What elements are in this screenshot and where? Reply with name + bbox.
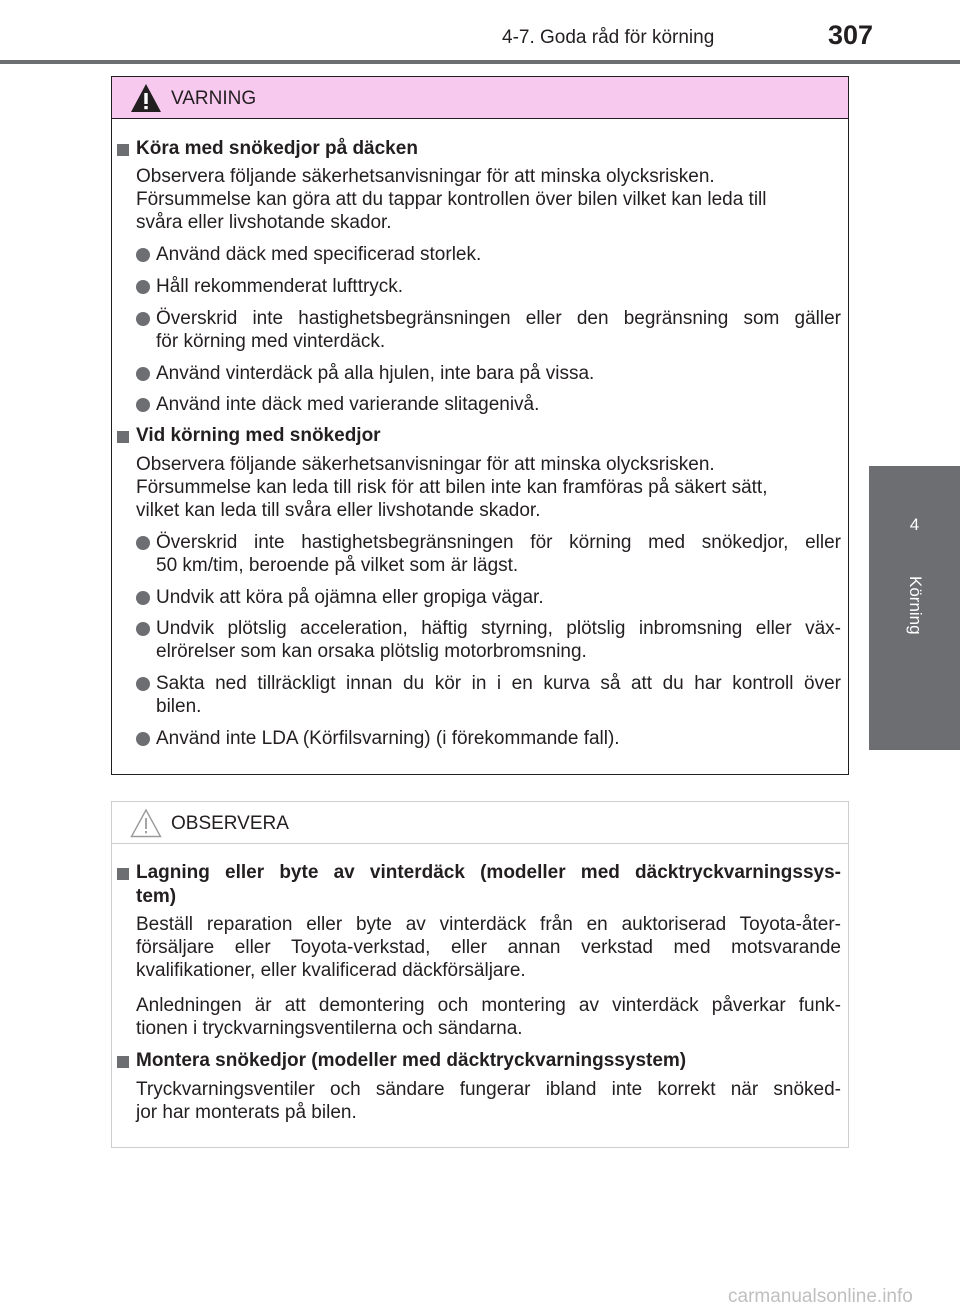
section-marker [117, 144, 129, 156]
paragraph-line: Beställ reparation eller byte av vinterdäck från en auktoriserad Toyota-åter- [136, 914, 841, 935]
bullet-text: Undvik plötslig acceleration, häftig styrning, plötslig inbromsning eller väx- [156, 618, 841, 639]
bullet-text: Använd vinterdäck på alla hjulen, inte bara på vissa. [156, 363, 595, 384]
bullet-text: Sakta ned tillräckligt innan du kör in i en kurva så att du har kontroll över [156, 673, 841, 694]
bullet-text: Undvik att köra på ojämna eller gropiga vägar. [156, 587, 544, 608]
bullet-text: Använd däck med specificerad storlek. [156, 244, 482, 265]
warning-box [111, 76, 849, 775]
bullet-text: Använd inte LDA (Körfilsvarning) (i förekommande fall). [156, 728, 620, 749]
paragraph-line: kvalifikationer, eller kvalificerad däckförsäljare. [136, 960, 526, 981]
bullet-text: för körning med vinterdäck. [156, 331, 386, 352]
bullet-icon [136, 367, 150, 381]
warning-header [112, 77, 848, 119]
paragraph-line: Observera följande säkerhetsanvisningar för att minska olycksrisken. [136, 166, 715, 187]
bullet-icon [136, 536, 150, 550]
section-marker [117, 868, 129, 880]
paragraph-line: jor har monterats på bilen. [136, 1102, 357, 1123]
paragraph-line: Försummelse kan leda till risk för att bilen inte kan framföras på säkert sätt, [136, 477, 768, 498]
bullet-icon [136, 398, 150, 412]
section-heading: Köra med snökedjor på däcken [136, 138, 418, 159]
bullet-icon [136, 280, 150, 294]
chapter-tab [869, 466, 960, 750]
notice-box [111, 801, 849, 1148]
bullet-text: elrörelser som kan orsaka plötslig motorbromsning. [156, 641, 587, 662]
section-heading: Montera snökedjor (modeller med däcktryckvarningssystem) [136, 1050, 687, 1071]
bullet-icon [136, 677, 150, 691]
section-marker [117, 1056, 129, 1068]
section-heading: Lagning eller byte av vinterdäck (modeller med däcktryckvarningssys- [136, 862, 841, 883]
bullet-icon [136, 248, 150, 262]
paragraph-line: Observera följande säkerhetsanvisningar för att minska olycksrisken. [136, 454, 715, 475]
bullet-icon [136, 591, 150, 605]
bullet-text: 50 km/tim, beroende på vilket som är lägst. [156, 555, 519, 576]
section-title: 4-7. Goda råd för körning [502, 27, 715, 48]
paragraph-line: svåra eller livshotande skador. [136, 212, 392, 233]
header-rule [0, 60, 960, 64]
caution-triangle-icon [130, 808, 162, 838]
notice-title: OBSERVERA [171, 813, 289, 834]
warning-triangle-icon [130, 83, 162, 113]
paragraph-line: Försummelse kan göra att du tappar kontrollen över bilen vilket kan leda till [136, 189, 767, 210]
bullet-text: Håll rekommenderat lufttryck. [156, 276, 404, 297]
page-number: 307 [828, 20, 874, 50]
paragraph-line: försäljare eller Toyota-verkstad, eller annan verkstad med motsvarande [136, 937, 841, 958]
notice-header [112, 802, 848, 844]
watermark: carmanualsonline.info [728, 1286, 913, 1307]
bullet-icon [136, 312, 150, 326]
paragraph-line: Tryckvarningsventiler och sändare fungerar ibland inte korrekt när snöked- [136, 1079, 841, 1100]
bullet-text: Använd inte däck med varierande slitagenivå. [156, 394, 540, 415]
warning-title: VARNING [171, 88, 257, 109]
chapter-label: Körning [906, 576, 925, 635]
paragraph-line: Anledningen är att demontering och montering av vinterdäck påverkar funk- [136, 995, 841, 1016]
bullet-text: Överskrid inte hastighetsbegränsningen eller den begränsning som gäller [156, 308, 841, 329]
section-heading: tem) [136, 886, 177, 907]
chapter-number: 4 [909, 515, 920, 534]
bullet-icon [136, 732, 150, 746]
paragraph-line: vilket kan leda till svåra eller livshotande skador. [136, 500, 541, 521]
section-heading: Vid körning med snökedjor [136, 425, 381, 446]
bullet-text: Överskrid inte hastighetsbegränsningen för körning med snökedjor, eller [156, 532, 841, 553]
paragraph-line: tionen i tryckvarningsventilerna och sändarna. [136, 1018, 523, 1039]
section-marker [117, 431, 129, 443]
bullet-icon [136, 622, 150, 636]
bullet-text: bilen. [156, 696, 202, 717]
